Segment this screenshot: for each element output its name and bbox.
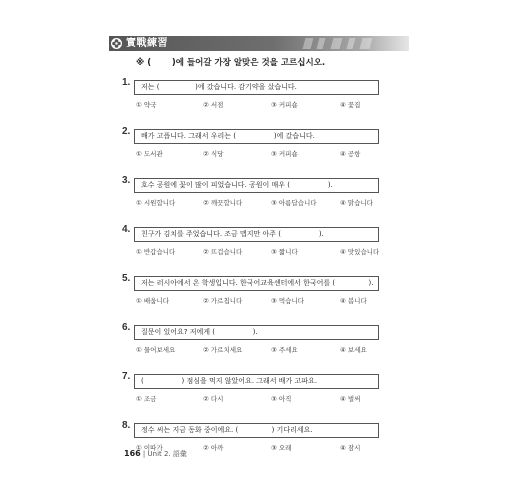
- option-4[interactable]: ④ 벌써: [340, 395, 361, 403]
- question-text: 배가 고픕니다. 그래서 우리는 ( )에 갔습니다.: [141, 132, 315, 140]
- option-4[interactable]: ④ 공항: [340, 150, 361, 158]
- option-4[interactable]: ④ 봅니다: [340, 297, 367, 305]
- question-box: [134, 80, 379, 95]
- option-1[interactable]: ① 물어보세요: [136, 346, 176, 354]
- question-box: [134, 227, 379, 242]
- question-item: [0, 224, 520, 257]
- option-3[interactable]: ③ 커피숍: [271, 150, 298, 158]
- option-1[interactable]: ① 배웁니다: [136, 297, 170, 305]
- option-2[interactable]: ② 아까: [203, 444, 224, 452]
- question-number: 7.: [122, 371, 131, 382]
- question-number: 4.: [122, 224, 131, 235]
- question-item: [0, 126, 520, 159]
- option-2[interactable]: ② 서점: [203, 101, 224, 109]
- question-text: 친구가 김치를 주었습니다. 조금 맵지만 아주 ( ).: [141, 230, 324, 238]
- option-1[interactable]: ① 시원합니다: [136, 199, 176, 207]
- option-4[interactable]: ④ 꽃집: [340, 101, 361, 109]
- page-number: 166: [124, 449, 141, 458]
- question-text: 저는 러시아에서 온 학생입니다. 한국어교육센터에서 한국어를 ( ).: [141, 279, 374, 287]
- header-decoration: [300, 36, 410, 51]
- instruction-text: ※ ( )에 들어갈 가장 알맞은 것을 고르십시오.: [136, 58, 326, 68]
- unit-label: Unit 2. 語彙: [147, 450, 187, 458]
- option-3[interactable]: ③ 아름답습니다: [271, 199, 317, 207]
- question-box: [134, 325, 379, 340]
- option-4[interactable]: ④ 보세요: [340, 346, 367, 354]
- question-number: 3.: [122, 175, 131, 186]
- question-item: [0, 371, 520, 404]
- question-text: 정수 씨는 지금 동화 중이에요. ( ) 기다리세요.: [141, 426, 313, 434]
- question-item: [0, 322, 520, 355]
- option-2[interactable]: ② 다시: [203, 395, 224, 403]
- question-item: [0, 420, 520, 453]
- option-1[interactable]: ① 약국: [136, 101, 157, 109]
- option-2[interactable]: ② 깨끗합니다: [203, 199, 243, 207]
- option-3[interactable]: ③ 짧니다: [271, 248, 298, 256]
- option-1[interactable]: ① 반갑습니다: [136, 248, 176, 256]
- question-box: [134, 129, 379, 144]
- flower-icon: [111, 38, 122, 49]
- question-number: 6.: [122, 322, 131, 333]
- question-box: [134, 178, 379, 193]
- question-item: [0, 273, 520, 306]
- question-text: 질문이 있어요? 저에게 ( ).: [141, 328, 258, 336]
- question-number: 2.: [122, 126, 131, 137]
- question-number: 1.: [122, 77, 131, 88]
- option-1[interactable]: ① 도서관: [136, 150, 163, 158]
- option-4[interactable]: ④ 잠시: [340, 444, 361, 452]
- page-footer: 166 | Unit 2. 語彙: [124, 449, 187, 458]
- option-2[interactable]: ② 가르치세요: [203, 346, 243, 354]
- question-item: [0, 175, 520, 208]
- question-text: 저는 ( )에 갔습니다. 감기약을 샀습니다.: [141, 83, 297, 91]
- question-box: [134, 374, 379, 389]
- question-text: 호수 공원에 꽃이 많이 피었습니다. 공원이 매우 ( ).: [141, 181, 333, 189]
- option-3[interactable]: ③ 먹습니다: [271, 297, 305, 305]
- option-2[interactable]: ② 가르칩니다: [203, 297, 243, 305]
- question-box: [134, 423, 379, 438]
- question-item: [0, 77, 520, 110]
- option-1[interactable]: ① 이따가: [136, 444, 163, 452]
- option-3[interactable]: ③ 주세요: [271, 346, 298, 354]
- question-box: [134, 276, 379, 291]
- option-3[interactable]: ③ 오래: [271, 444, 292, 452]
- question-number: 8.: [122, 420, 131, 431]
- section-title: 實戰練習: [126, 38, 168, 49]
- option-3[interactable]: ③ 커피숍: [271, 101, 298, 109]
- option-3[interactable]: ③ 아직: [271, 395, 292, 403]
- option-2[interactable]: ② 뜨겁습니다: [203, 248, 243, 256]
- option-4[interactable]: ④ 맛있습니다: [340, 248, 380, 256]
- option-2[interactable]: ② 식당: [203, 150, 224, 158]
- question-text: ( ) 점심을 먹지 않았어요. 그래서 배가 고파요.: [141, 377, 318, 385]
- question-number: 5.: [122, 273, 131, 284]
- option-4[interactable]: ④ 맑습니다: [340, 199, 374, 207]
- option-1[interactable]: ① 조금: [136, 395, 157, 403]
